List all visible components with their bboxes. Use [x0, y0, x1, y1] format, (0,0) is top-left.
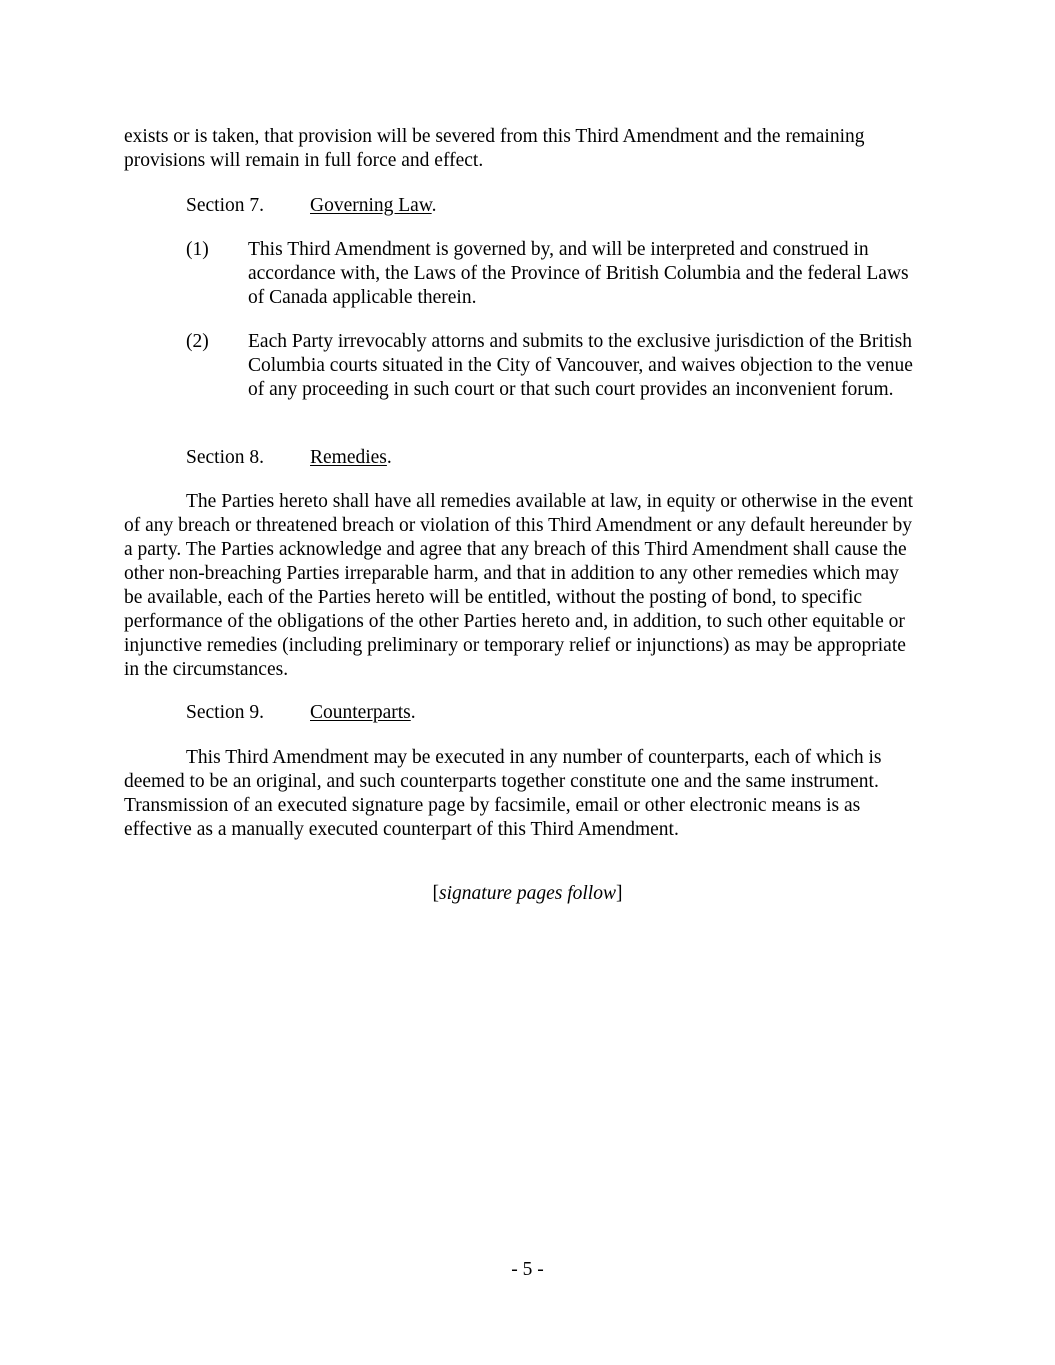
item-text: Each Party irrevocably attorns and submits to the exclusive jurisdiction of the British Columbia courts situated in the City of Vancouver, and waives objection to the venue of any proceeding in such court or that such court provides an inconvenient forum.	[248, 331, 913, 400]
section-heading-governing-law	[186, 194, 437, 218]
signature-note-text: signature pages follow	[439, 883, 616, 904]
section-title: Counterparts	[310, 702, 411, 723]
item-label: (1)	[186, 239, 209, 260]
remedies-paragraph: The Parties hereto shall have all remedies available at law, in equity or otherwise in the event of any breach or threatened breach or violation of this Third Amendment or any default hereunder by a party. The Parties acknowledge and agree that any breach of this Third Amendment shall cause the other non-breaching Parties irreparable harm, and that in addition to any other remedies which may be available, each of the Parties hereto will be entitled, without the posting of bond, to specific performance of the obligations of the other Parties hereto and, in addition, to such other equitable or injunctive remedies (including preliminary or temporary relief or injunctions) as may be appropriate in the circumstances.	[124, 491, 914, 680]
item-label: (2)	[186, 331, 209, 352]
counterparts-paragraph: This Third Amendment may be executed in any number of counterparts, each of which is deemed to be an original, and such counterparts together constitute one and the same instrument. Transmission of an executed signature page by facsimile, email or other electronic means is as effective as a manually executed counterpart of this Third Amendment.	[124, 747, 882, 840]
open-bracket: [	[432, 883, 440, 904]
section-number: Section 9.	[186, 702, 264, 723]
governing-law-item-1	[186, 238, 926, 310]
governing-law-item-2	[186, 330, 926, 402]
continuation-paragraph: exists or is taken, that provision will be severed from this Third Amendment and the remaining provisions will remain in full force and effect.	[124, 126, 865, 171]
section-heading-counterparts	[186, 701, 416, 725]
section-heading-remedies	[186, 446, 392, 470]
section-title-suffix: .	[410, 702, 416, 723]
section-number: Section 7.	[186, 195, 264, 216]
section-number: Section 8.	[186, 447, 264, 468]
section-title-suffix: .	[386, 447, 392, 468]
section-title: Remedies	[310, 447, 387, 468]
page-number: - 5 -	[511, 1259, 544, 1280]
section-title: Governing Law	[310, 195, 432, 216]
section-title-suffix: .	[431, 195, 437, 216]
item-text: This Third Amendment is governed by, and will be interpreted and construed in accordance with, the Laws of the Province of British Columbia and the federal Laws of Canada applicable therein.	[248, 239, 909, 308]
close-bracket: ]	[615, 883, 623, 904]
signature-pages-note	[0, 882, 1055, 906]
